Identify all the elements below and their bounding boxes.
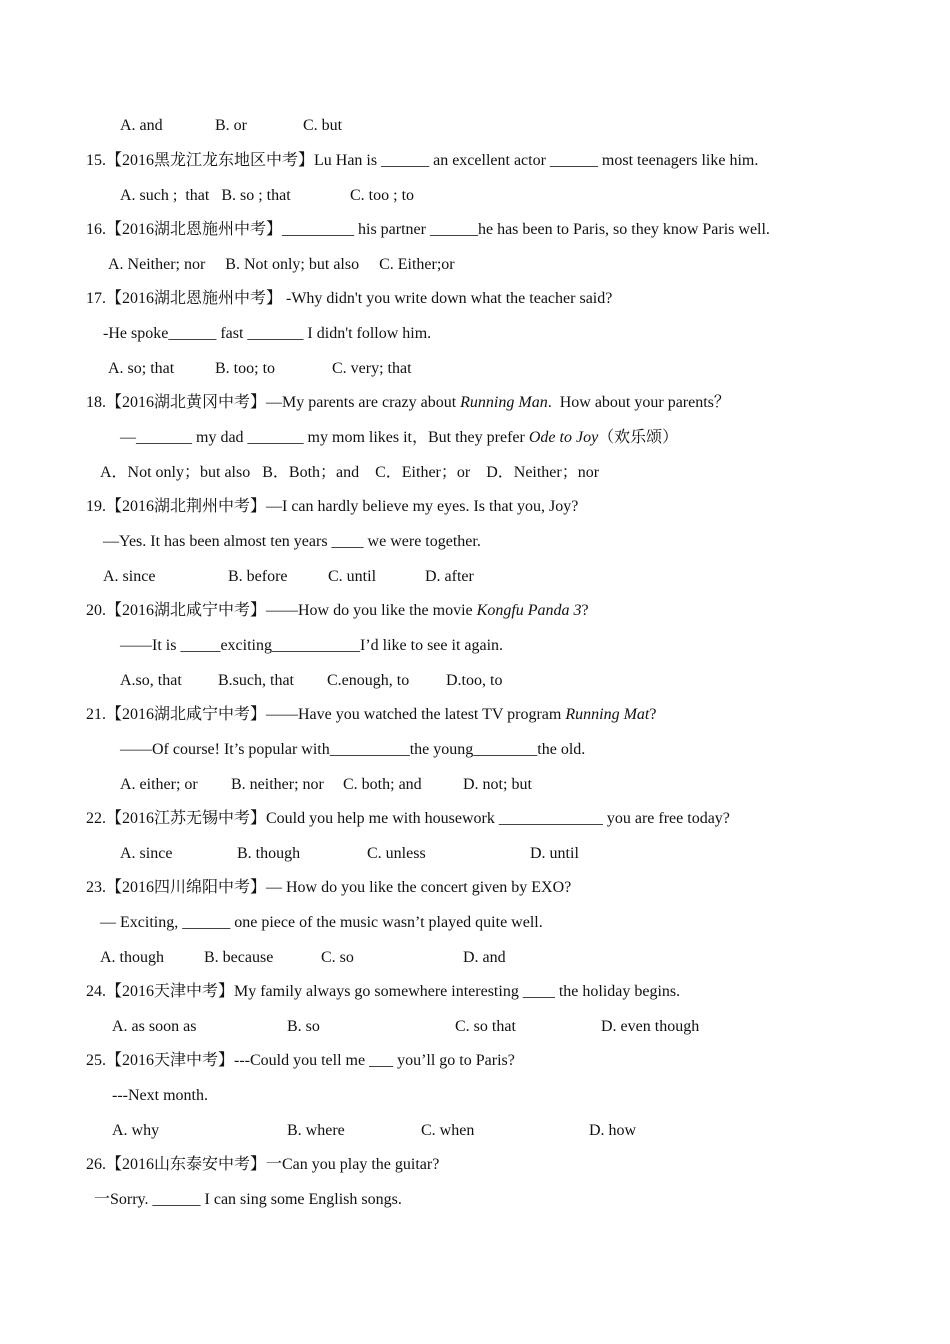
option-text: C. very; that — [332, 360, 412, 377]
line-text: 26.【2016山东泰安中考】一Can you play the guitar? — [86, 1156, 440, 1173]
question-line — [0, 878, 571, 898]
option-text: B. where — [287, 1122, 345, 1139]
line-text: Kongfu Panda 3 — [476, 602, 582, 619]
line-text: . How about your parents？ — [547, 394, 730, 411]
line-text: 23.【2016四川绵阳中考】— How do you like the concert given by EXO? — [86, 879, 572, 896]
question-line — [0, 428, 678, 448]
option-text: D. after — [425, 568, 474, 585]
option-text: A. as soon as — [112, 1018, 197, 1035]
line-text: ? — [581, 602, 589, 619]
option-text: D. even though — [601, 1018, 700, 1035]
line-text: 22.【2016江苏无锡中考】Could you help me with housework _____________ you are free today? — [86, 810, 730, 827]
line-text: 18.【2016湖北黄冈中考】—My parents are crazy about — [86, 394, 461, 411]
option-text: B. neither; nor — [231, 776, 324, 793]
line-text: 25.【2016天津中考】---Could you tell me ___ you’ll go to Paris? — [86, 1052, 515, 1069]
option-text: C. both; and — [343, 776, 422, 793]
question-line — [0, 151, 758, 171]
option-text: D. not; but — [463, 776, 532, 793]
line-text: -He spoke______ fast _______ I didn't follow him. — [103, 325, 432, 342]
question-line — [0, 497, 578, 517]
line-text: 15.【2016黑龙江龙东地区中考】Lu Han is ______ an excellent actor ______ most teenagers like him. — [86, 152, 759, 169]
question-line — [0, 532, 481, 552]
option-text: B. so — [287, 1018, 320, 1035]
option-text: A. such ; that B. so ; that — [120, 187, 291, 204]
question-line — [0, 255, 455, 275]
option-text: B.such, that — [218, 672, 294, 689]
question-line — [0, 1086, 208, 1106]
line-text: 19.【2016湖北荆州中考】—I can hardly believe my eyes. Is that you, Joy? — [86, 498, 579, 515]
option-text: A. either; or — [120, 776, 198, 793]
question-line — [0, 809, 730, 829]
option-text: A.so, that — [120, 672, 182, 689]
line-text: —_______ my dad _______ my mom likes it，But they prefer — [120, 429, 529, 446]
question-line — [0, 601, 589, 621]
question-line — [0, 913, 543, 933]
line-text: Running Man — [460, 394, 548, 411]
option-text: C. when — [421, 1122, 475, 1139]
option-text: B. because — [204, 949, 274, 966]
option-text: B. though — [237, 845, 301, 862]
question-line — [0, 463, 599, 483]
line-text: （欢乐颂） — [598, 429, 679, 446]
line-text: ? — [649, 706, 657, 723]
question-line — [0, 636, 503, 656]
option-text: C.enough, to — [327, 672, 410, 689]
question-line — [0, 289, 612, 309]
option-text: A. and — [120, 117, 163, 134]
option-text: C. unless — [367, 845, 426, 862]
option-text: D.too, to — [446, 672, 503, 689]
line-text: 20.【2016湖北咸宁中考】——How do you like the movie — [86, 602, 477, 619]
question-line — [0, 740, 585, 760]
question-line — [0, 1155, 439, 1175]
line-text: 一Sorry. ______ I can sing some English songs. — [94, 1191, 402, 1208]
line-text: 16.【2016湖北恩施州中考】_________ his partner ______he has been to Paris, so they know Paris well. — [86, 221, 770, 238]
option-text: C. so — [321, 949, 354, 966]
option-text: C. but — [303, 117, 343, 134]
option-text: A. since — [103, 568, 156, 585]
question-line — [0, 982, 680, 1002]
option-text: A. though — [100, 949, 164, 966]
line-text: Ode to Joy — [528, 429, 599, 446]
option-text: B. or — [215, 117, 247, 134]
line-text: — Exciting, ______ one piece of the music wasn’t played quite well. — [100, 914, 543, 931]
question-line — [0, 324, 431, 344]
line-text: A. Neither; nor B. Not only; but also C. Either;or — [108, 256, 455, 273]
option-text: C. so that — [455, 1018, 516, 1035]
line-text: ——It is _____exciting___________I’d like to see it again. — [120, 637, 504, 654]
question-line — [0, 705, 656, 725]
option-text: C. too ; to — [350, 187, 415, 204]
question-line — [0, 1051, 515, 1071]
line-text: A．Not only；but also B．Both；and C．Either；or D．Neither；nor — [100, 464, 600, 481]
option-text: D. until — [530, 845, 579, 862]
question-line — [0, 220, 770, 240]
option-text: B. before — [228, 568, 288, 585]
line-text: ---Next month. — [112, 1087, 208, 1104]
option-text: D. and — [463, 949, 506, 966]
question-line — [0, 1190, 402, 1210]
line-text: 17.【2016湖北恩施州中考】 -Why didn't you write down what the teacher said? — [86, 290, 613, 307]
line-text: 21.【2016湖北咸宁中考】——Have you watched the latest TV program — [86, 706, 566, 723]
line-text: Running Mat — [565, 706, 650, 723]
option-text: A. so; that — [108, 360, 175, 377]
option-text: A. since — [120, 845, 173, 862]
line-text: 24.【2016天津中考】My family always go somewhere interesting ____ the holiday begins. — [86, 983, 681, 1000]
question-line — [0, 393, 730, 413]
option-text: D. how — [589, 1122, 637, 1139]
option-text: B. too; to — [215, 360, 276, 377]
option-text: A. why — [112, 1122, 160, 1139]
line-text: ——Of course! It’s popular with__________the young________the old. — [120, 741, 586, 758]
option-text: C. until — [328, 568, 377, 585]
line-text: —Yes. It has been almost ten years ____ we were together. — [103, 533, 481, 550]
